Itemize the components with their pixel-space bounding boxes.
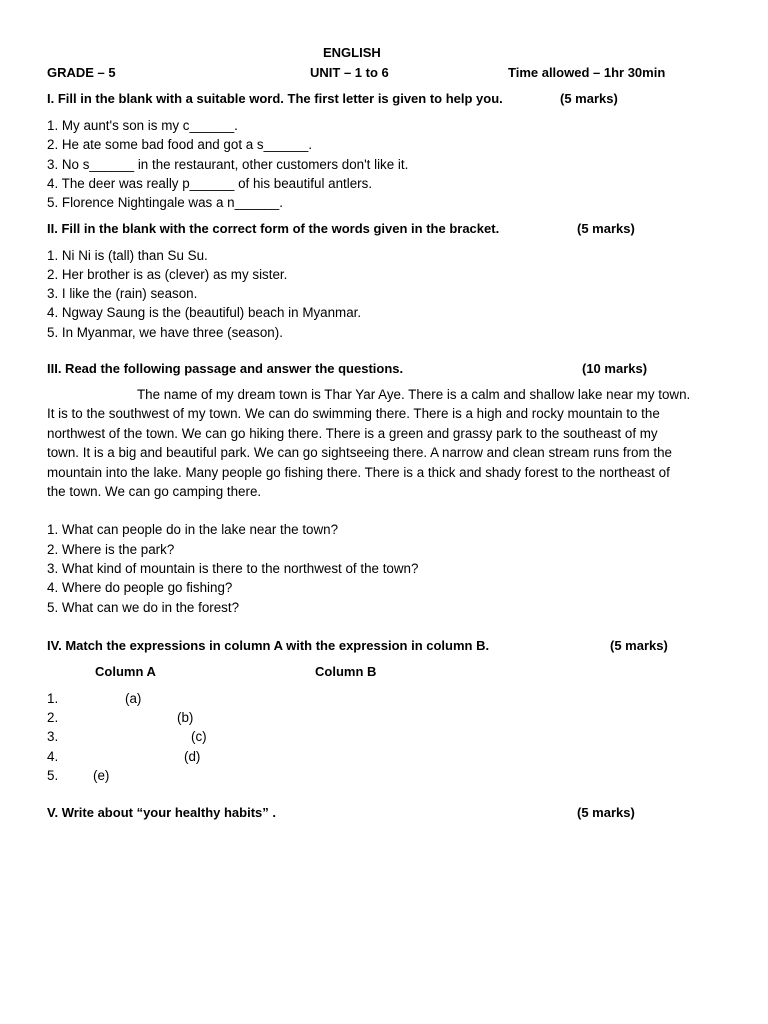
section5-marks: (5 marks): [577, 805, 635, 820]
s1-item-5: 5. Florence Nightingale was a n______.: [47, 195, 283, 210]
s2-item-3: 3. I like the (rain) season.: [47, 286, 198, 301]
section5-title: V. Write about “your healthy habits” .: [47, 805, 276, 820]
column-a-header: Column A: [95, 664, 156, 679]
s1-item-4: 4. The deer was really p______ of his beautiful antlers.: [47, 176, 373, 191]
grade-label: GRADE – 5: [47, 65, 116, 80]
s1-item-2: 2. He ate some bad food and got a s______.: [47, 137, 313, 152]
s3-question-5: 5. What can we do in the forest?: [47, 600, 240, 615]
match-letter-c: (c): [191, 729, 207, 744]
unit-label: UNIT – 1 to 6: [310, 65, 389, 80]
s3-question-2: 2. Where is the park?: [47, 542, 175, 557]
column-b-header: Column B: [315, 664, 377, 679]
s3-question-4: 4. Where do people go fishing?: [47, 580, 233, 595]
s2-item-2: 2. Her brother is as (clever) as my sister.: [47, 267, 288, 282]
s3-question-1: 1. What can people do in the lake near the town?: [47, 522, 339, 537]
section1-title: I. Fill in the blank with a suitable word. The first letter is given to help you.: [47, 91, 503, 106]
match-number-4: 4.: [47, 749, 59, 764]
passage-line: town. It is a big and beautiful park. We can go sightseeing there. A narrow and clean stream runs from the: [47, 445, 672, 461]
match-letter-b: (b): [177, 710, 194, 725]
passage-line: The name of my dream town is Thar Yar Aye. There is a calm and shallow lake near my town.: [137, 387, 691, 402]
s1-item-3: 3. No s______ in the restaurant, other customers don't like it.: [47, 157, 409, 172]
match-number-2: 2.: [47, 710, 59, 725]
s2-item-5: 5. In Myanmar, we have three (season).: [47, 325, 283, 340]
match-number-3: 3.: [47, 729, 59, 744]
s2-item-1: 1. Ni Ni is (tall) than Su Su.: [47, 248, 208, 263]
passage-line: It is to the southwest of my town. We can do swimming there. There is a high and rocky mountain to the: [47, 406, 660, 422]
s2-item-4: 4. Ngway Saung is the (beautiful) beach in Myanmar.: [47, 305, 362, 320]
s3-question-3: 3. What kind of mountain is there to the northwest of the town?: [47, 561, 419, 576]
section2-marks: (5 marks): [577, 221, 635, 236]
match-number-1: 1.: [47, 691, 59, 706]
reading-passage: [47, 385, 722, 501]
match-number-5: 5.: [47, 768, 59, 783]
match-letter-a: (a): [125, 691, 142, 706]
section3-title: III. Read the following passage and answer the questions.: [47, 361, 404, 376]
subject-title: ENGLISH: [323, 45, 381, 60]
match-letter-e: (e): [93, 768, 110, 783]
passage-line: northwest of the town. We can go hiking there. There is a green and grassy park to the southeast of my: [47, 425, 658, 441]
s1-item-1: 1. My aunt's son is my c______.: [47, 118, 238, 133]
section2-title: II. Fill in the blank with the correct form of the words given in the bracket.: [47, 221, 500, 236]
section4-marks: (5 marks): [610, 638, 668, 653]
section3-marks: (10 marks): [582, 361, 648, 376]
time-allowed: Time allowed – 1hr 30min: [508, 65, 666, 80]
match-letter-d: (d): [184, 749, 201, 764]
section1-marks: (5 marks): [560, 91, 618, 106]
passage-line: the town. We can go camping there.: [47, 484, 262, 500]
section4-title: IV. Match the expressions in column A with the expression in column B.: [47, 638, 490, 653]
passage-line: mountain into the lake. Many people go fishing there. There is a thick and shady forest to the northeast of: [47, 464, 670, 480]
